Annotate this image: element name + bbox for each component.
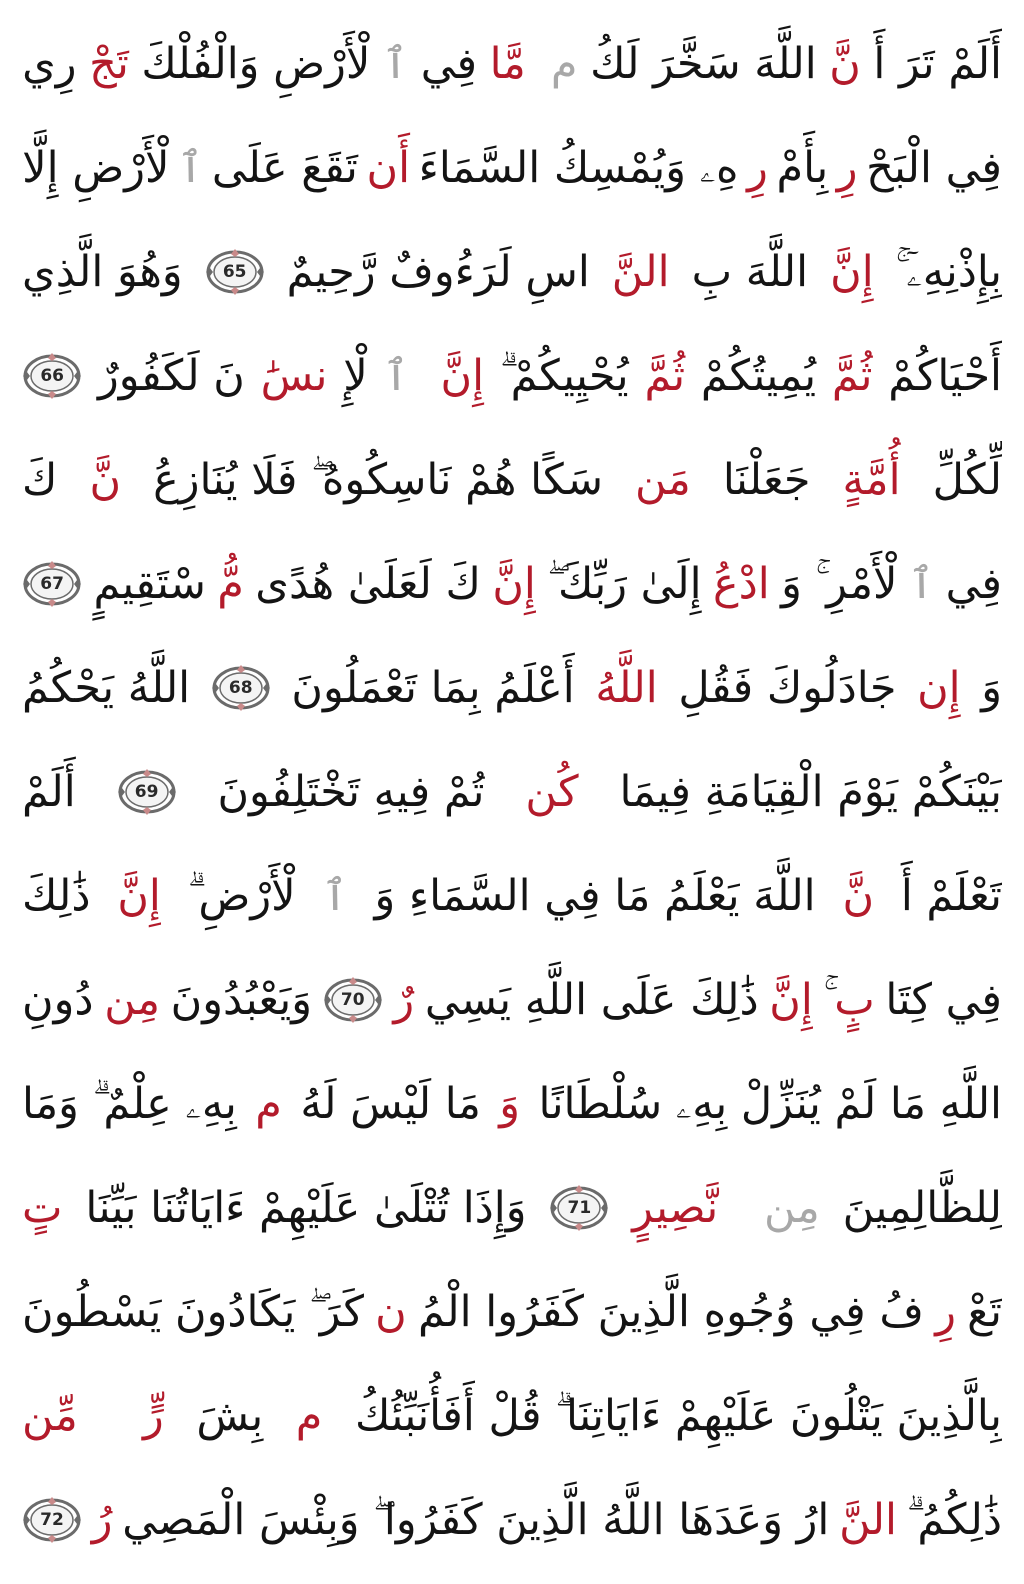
tajweed-highlight: أَن bbox=[366, 143, 411, 193]
tajweed-highlight: نَّ bbox=[89, 455, 122, 505]
text-line bbox=[22, 222, 1002, 322]
ayah-number: 71 bbox=[567, 1198, 592, 1218]
verse-text: اسِ لَرَءُوفٌ رَّحِيمٌ bbox=[286, 247, 590, 297]
text-line bbox=[22, 1158, 1002, 1258]
ayah-number-marker bbox=[22, 1496, 82, 1544]
verse-text: لْأَرْضِ إِلَّا bbox=[22, 143, 170, 193]
verse-text: بِأَمْ bbox=[776, 143, 829, 193]
verse-text: مَا لَيْسَ لَهُ bbox=[300, 1079, 481, 1129]
tajweed-highlight: النَّ bbox=[839, 1495, 897, 1545]
tajweed-highlight: ثُمَّ bbox=[644, 351, 686, 401]
verse-text: اللَّهَ بِ bbox=[691, 247, 809, 297]
tajweed-highlight: إِنَّ bbox=[769, 975, 813, 1025]
tajweed-highlight: مِن bbox=[104, 975, 160, 1025]
verse-text: لْأَرْضِ ۗ bbox=[187, 871, 296, 921]
tajweed-highlight: إِنَّ bbox=[117, 871, 161, 921]
verse-text: اللَّهُ يَحْكُمُ bbox=[22, 663, 191, 713]
verse-text: سَكًا هُمْ نَاسِكُوهُ ۖ فَلَا يُنَازِعُ bbox=[153, 455, 603, 505]
tajweed-highlight: مَن bbox=[635, 455, 691, 505]
verse-text: فِي الْبَحْ bbox=[866, 143, 1002, 193]
verse-text: يُحْيِيكُمْ ۗ bbox=[499, 351, 629, 401]
verse-text: كَرَ ۖ يَكَادُونَ يَسْطُونَ bbox=[22, 1287, 364, 1337]
verse-text: بِالَّذِينَ يَتْلُونَ عَلَيْهِمْ ءَايَاتِنَا ۗ قُلْ أَفَأُنَبِّئُكُ bbox=[355, 1391, 1002, 1441]
tajweed-highlight: رُ bbox=[91, 1495, 113, 1545]
verse-text: وَيَعْبُدُونَ bbox=[170, 975, 313, 1025]
tajweed-highlight: نَّ bbox=[842, 871, 875, 921]
ayah-number: 65 bbox=[222, 262, 247, 282]
tajweed-highlight: أُمَّةٍ bbox=[842, 455, 901, 505]
ayah-number-marker bbox=[323, 976, 383, 1024]
verse-text: تُمْ فِيهِ تَخْتَلِفُونَ bbox=[217, 767, 485, 817]
verse-text: ذَٰلِكُمُ ۗ bbox=[906, 1495, 1002, 1545]
verse-text: كَ لَعَلَىٰ هُدًى bbox=[255, 559, 481, 609]
tajweed-highlight: وَ bbox=[499, 1079, 521, 1129]
text-line bbox=[22, 326, 1002, 426]
ayah-number-marker bbox=[205, 248, 265, 296]
verse-text: فِي كِتَا bbox=[885, 975, 1002, 1025]
verse-text: ارُ وَعَدَهَا اللَّهُ الَّذِينَ كَفَرُوا ۖ وَبِئْسَ الْمَصِي bbox=[122, 1495, 830, 1545]
tajweed-highlight: كُن bbox=[525, 767, 579, 817]
text-line bbox=[22, 1262, 1002, 1362]
ayah-number: 70 bbox=[340, 990, 365, 1010]
verse-text: دُونِ bbox=[22, 975, 94, 1025]
verse-text: نَ لَكَفُورٌ bbox=[97, 351, 245, 401]
text-line bbox=[22, 638, 1002, 738]
verse-text: رِي bbox=[22, 39, 77, 89]
verse-text: ذَٰلِكَ bbox=[22, 871, 91, 921]
tajweed-highlight: مِّن bbox=[22, 1391, 78, 1441]
text-line bbox=[22, 14, 1002, 114]
tajweed-highlight: نَّصِيرٍ bbox=[632, 1183, 719, 1233]
tajweed-highlight: ن bbox=[375, 1287, 407, 1337]
verse-text: ذَٰلِكَ عَلَى اللَّهِ يَسِي bbox=[424, 975, 759, 1025]
text-line bbox=[22, 742, 1002, 842]
verse-text: هِۦ وَيُمْسِكُ السَّمَاءَ bbox=[418, 143, 739, 193]
verse-text: فِي bbox=[945, 559, 1002, 609]
verse-text: أَعْلَمُ بِمَا تَعْمَلُونَ bbox=[291, 663, 575, 713]
ayah-number: 66 bbox=[40, 366, 64, 386]
verse-text: يُمِيتُكُمْ bbox=[700, 351, 817, 401]
tajweed-highlight: رِ bbox=[747, 143, 768, 193]
verse-text: سْتَقِيمٍ bbox=[93, 559, 206, 609]
tajweed-highlight: ٱ bbox=[178, 143, 204, 193]
verse-text: بِهِۦ عِلْمٌ ۗ وَمَا bbox=[22, 1079, 237, 1129]
text-line bbox=[22, 1470, 1002, 1570]
verse-text: جَادَلُوكَ فَقُلِ bbox=[678, 663, 897, 713]
verse-text: اللَّهِ مَا لَمْ يُنَزِّلْ بِهِۦ سُلْطَانًا bbox=[538, 1079, 1002, 1129]
tajweed-highlight: إِنَّ bbox=[492, 559, 536, 609]
tajweed-highlight: اللَّهُ bbox=[595, 663, 658, 713]
tajweed-highlight: بٍ bbox=[834, 975, 875, 1025]
verse-text: بِإِذْنِهِۦٓ ۚ bbox=[895, 247, 1002, 297]
text-line bbox=[22, 950, 1002, 1050]
verse-text: وَهُوَ الَّذِي bbox=[22, 247, 183, 297]
verse-text: إِلَىٰ رَبِّكَ ۖ bbox=[547, 559, 702, 609]
tajweed-highlight: ٱ bbox=[383, 351, 409, 401]
text-line bbox=[22, 1366, 1002, 1466]
ayah-number: 67 bbox=[40, 574, 64, 594]
tajweed-highlight: مَّا bbox=[489, 39, 526, 89]
tajweed-highlight: رٌ bbox=[393, 975, 415, 1025]
verse-text: فُ فِي وُجُوهِ الَّذِينَ كَفَرُوا الْمُ bbox=[417, 1287, 924, 1337]
verse-text: تَعْ bbox=[967, 1287, 1002, 1337]
tajweed-highlight: ثُمَّ bbox=[831, 351, 873, 401]
tajweed-highlight: ادْعُ bbox=[712, 559, 770, 609]
tajweed-highlight: رِ bbox=[836, 143, 858, 193]
verse-text: لِّكُلِّ bbox=[932, 455, 1002, 505]
quran-text-block bbox=[22, 14, 1002, 1570]
tajweed-highlight: مِن bbox=[763, 1183, 820, 1233]
tajweed-highlight: تٍ bbox=[22, 1183, 63, 1233]
tajweed-highlight: ٱ bbox=[322, 871, 348, 921]
verse-text: أَحْيَاكُمْ bbox=[888, 351, 1002, 401]
text-line bbox=[22, 118, 1002, 218]
tajweed-highlight: نَّ bbox=[829, 39, 861, 89]
tajweed-highlight: إِنَّ bbox=[440, 351, 485, 401]
ayah-number-marker bbox=[22, 560, 82, 608]
verse-text: تَقَعَ عَلَى bbox=[211, 143, 358, 193]
tajweed-highlight: تَجْ bbox=[89, 39, 129, 89]
verse-text: لِلظَّالِمِينَ bbox=[842, 1183, 1002, 1233]
ayah-number-marker bbox=[549, 1184, 609, 1232]
verse-text: وَإِذَا تُتْلَىٰ عَلَيْهِمْ ءَايَاتُنَا بَيِّنَا bbox=[85, 1183, 527, 1233]
verse-text: لْأَرْضِ وَالْفُلْكَ bbox=[141, 39, 371, 89]
tajweed-highlight: ٱ bbox=[908, 559, 935, 609]
verse-text: جَعَلْنَا bbox=[722, 455, 811, 505]
verse-text: تَعْلَمْ أَ bbox=[900, 871, 1002, 921]
tajweed-highlight: مُّ bbox=[217, 559, 244, 609]
tajweed-highlight: م bbox=[550, 39, 578, 89]
tajweed-highlight: النَّ bbox=[611, 247, 670, 297]
verse-text: أَلَمْ bbox=[22, 767, 76, 817]
ayah-number-marker bbox=[22, 352, 82, 400]
verse-text: اللَّهَ يَعْلَمُ مَا فِي السَّمَاءِ وَ bbox=[374, 871, 816, 921]
verse-text: لْأَمْرِ ۚ وَ bbox=[781, 559, 898, 609]
tajweed-highlight: رِ bbox=[935, 1287, 956, 1337]
verse-text: بَيْنَكُمْ يَوْمَ الْقِيَامَةِ فِيمَا bbox=[619, 767, 1002, 817]
tajweed-highlight: نسَٰ bbox=[260, 351, 328, 401]
ayah-number-marker bbox=[211, 664, 271, 712]
text-line bbox=[22, 1054, 1002, 1154]
tajweed-highlight: إِن bbox=[917, 663, 961, 713]
tajweed-highlight: ٱ bbox=[382, 39, 409, 89]
verse-text: وَ bbox=[981, 663, 1002, 713]
text-line bbox=[22, 430, 1002, 530]
tajweed-highlight: إِنَّ bbox=[830, 247, 874, 297]
tajweed-highlight: م bbox=[255, 1079, 282, 1129]
ayah-number: 68 bbox=[228, 678, 253, 698]
verse-text: لْإِ bbox=[343, 351, 368, 401]
tajweed-highlight: رٍّ bbox=[143, 1391, 164, 1441]
ayah-number: 69 bbox=[134, 782, 159, 802]
verse-text: بِشَ bbox=[196, 1391, 264, 1441]
text-line bbox=[22, 846, 1002, 946]
verse-text: فِي bbox=[420, 39, 478, 89]
ayah-number-marker bbox=[117, 768, 177, 816]
tajweed-highlight: م bbox=[295, 1391, 323, 1441]
text-line bbox=[22, 534, 1002, 634]
verse-text: أَلَمْ تَرَ أَ bbox=[873, 39, 1002, 89]
verse-text: اللَّهَ سَخَّرَ لَكُ bbox=[590, 39, 817, 89]
verse-text: كَ bbox=[22, 455, 58, 505]
ayah-number: 72 bbox=[40, 1510, 64, 1530]
